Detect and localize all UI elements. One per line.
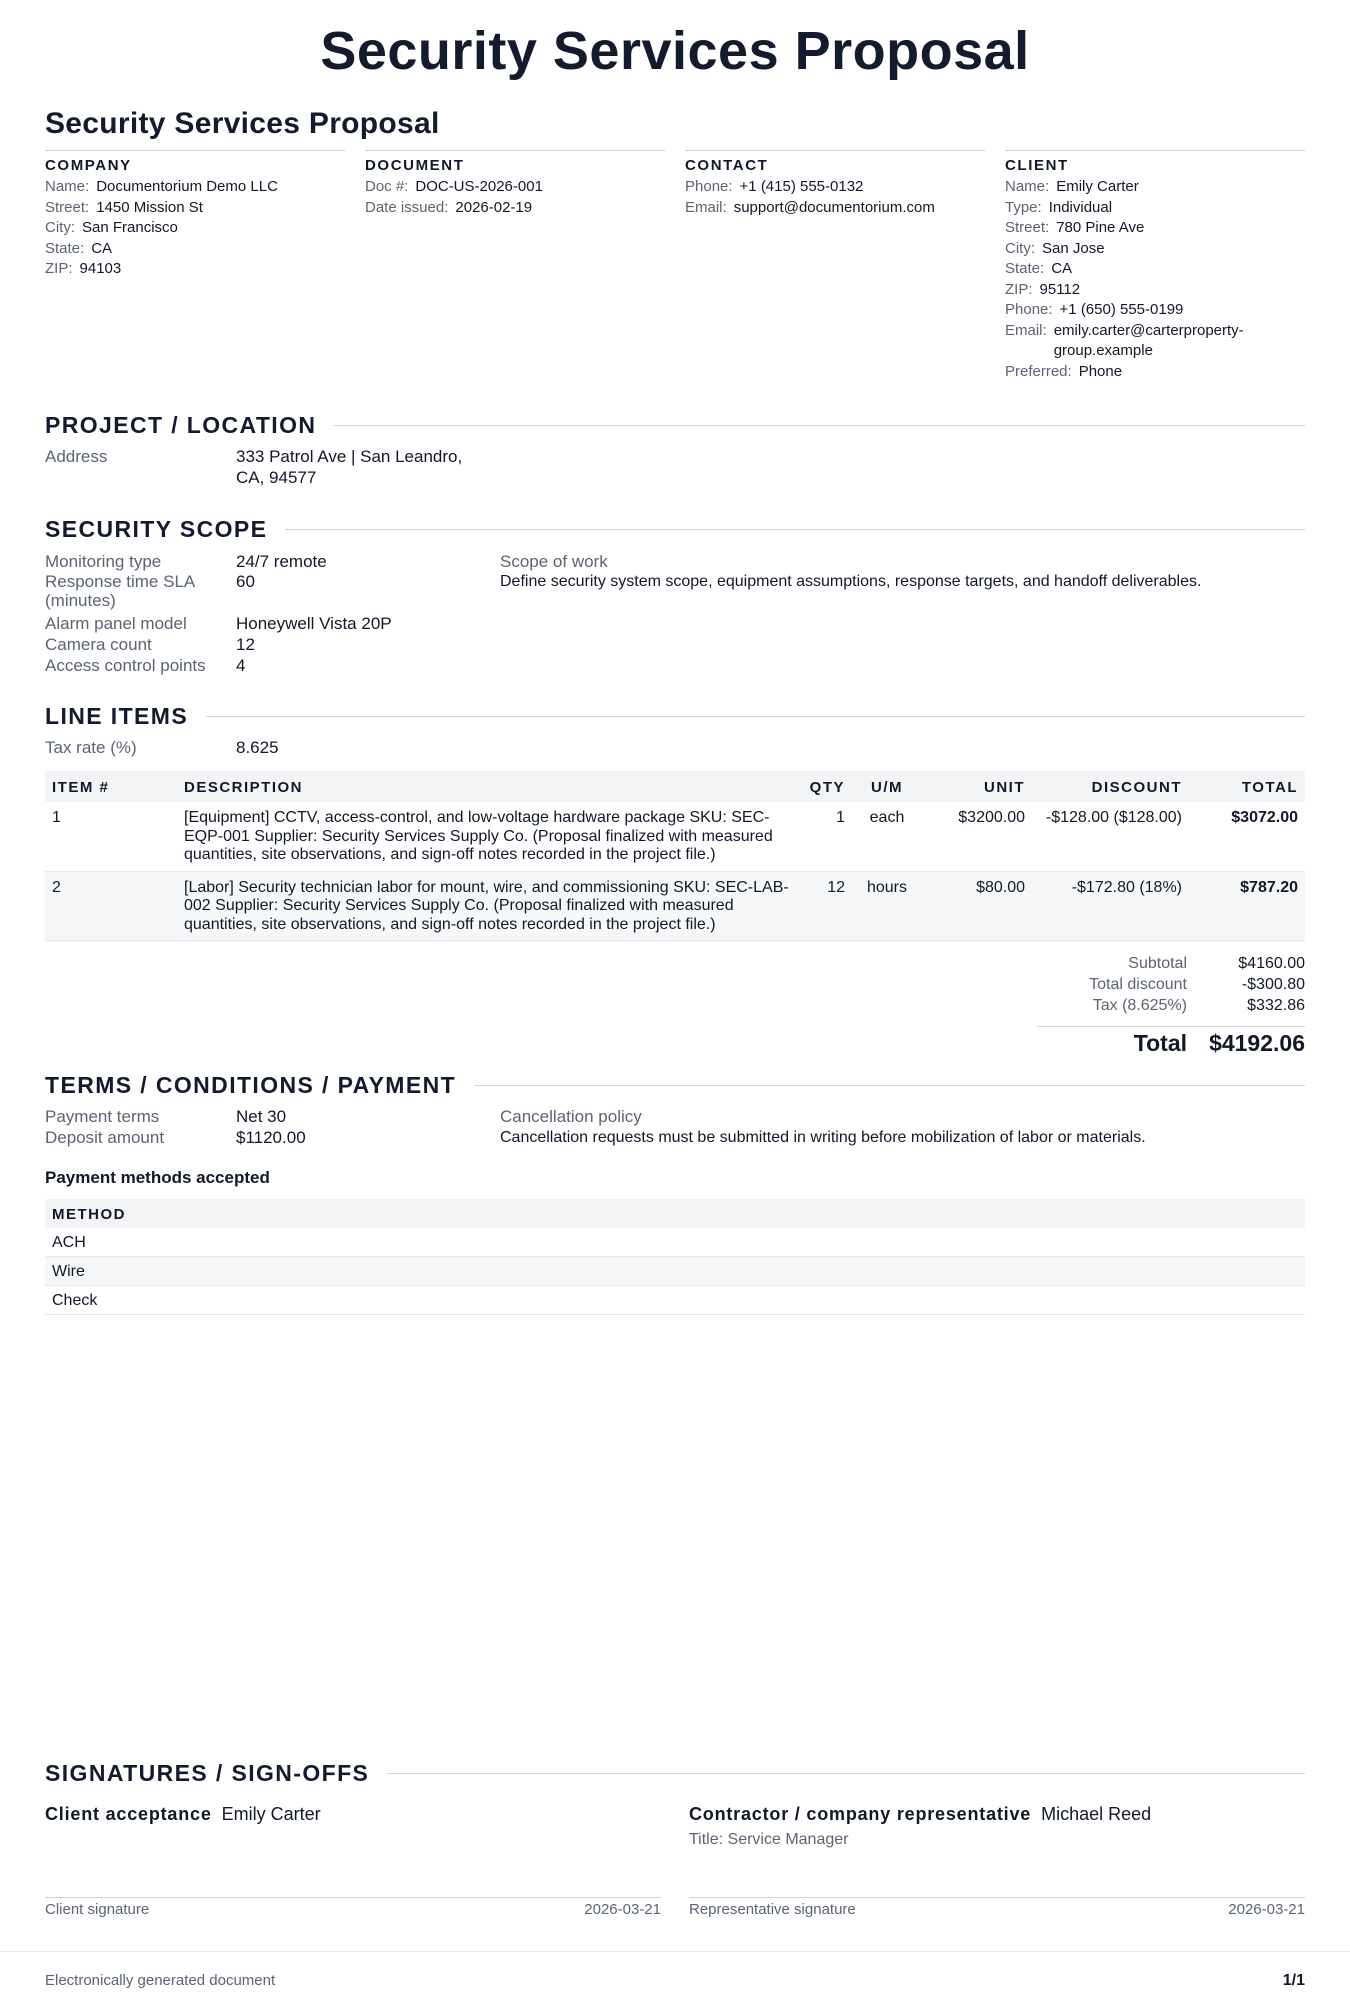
col-item: ITEM # bbox=[45, 771, 177, 802]
rep-signature-footer bbox=[689, 1901, 1305, 1918]
total-discount-row: Total discount -$300.80 bbox=[1089, 976, 1305, 993]
company-block bbox=[45, 150, 345, 382]
client-signature-label: Client signature bbox=[45, 1901, 150, 1918]
col-unit: UNIT bbox=[922, 771, 1032, 802]
deposit-value: $1120.00 bbox=[236, 1128, 306, 1147]
table-row bbox=[45, 1286, 1305, 1315]
page-footer bbox=[0, 1951, 1350, 1989]
alarm-panel-value: Honeywell Vista 20P bbox=[236, 614, 392, 633]
address-label: Address bbox=[45, 447, 108, 466]
table-header-row bbox=[45, 1199, 1305, 1228]
company-city: City: San Francisco bbox=[45, 219, 178, 236]
document-number: Doc #: DOC-US-2026-001 bbox=[365, 178, 543, 195]
rep-signature-block bbox=[689, 1804, 1305, 1918]
access-points-value: 4 bbox=[236, 656, 246, 675]
payment-methods-label: Payment methods accepted bbox=[45, 1168, 270, 1187]
monitoring-type-label: Monitoring type bbox=[45, 552, 162, 571]
col-description: DESCRIPTION bbox=[177, 771, 797, 802]
document-info-block bbox=[365, 150, 665, 382]
client-signature-footer bbox=[45, 1901, 661, 1918]
row-total: $3072.00 bbox=[1189, 802, 1305, 871]
row-unit: $80.00 bbox=[922, 871, 1032, 941]
contact-heading: CONTACT bbox=[685, 157, 769, 174]
client-phone: Phone: +1 (650) 555-0199 bbox=[1005, 301, 1184, 318]
col-qty: QTY bbox=[797, 771, 852, 802]
payment-method: Check bbox=[45, 1286, 1305, 1315]
client-zip: ZIP: 95112 bbox=[1005, 280, 1081, 298]
table-header-row bbox=[45, 771, 1305, 802]
section-divider bbox=[387, 1773, 1305, 1774]
col-discount: DISCOUNT bbox=[1032, 771, 1189, 802]
col-um: U/M bbox=[852, 771, 922, 802]
page-number: 1/1 bbox=[1282, 1972, 1305, 1989]
client-signer-name: Emily Carter bbox=[221, 1804, 321, 1824]
client-state: State: CA bbox=[1005, 260, 1073, 277]
camera-count-label: Camera count bbox=[45, 635, 152, 654]
col-method: METHOD bbox=[45, 1199, 1305, 1228]
document-body bbox=[45, 107, 1305, 1315]
client-preferred: Preferred: Phone bbox=[1005, 362, 1123, 380]
payment-terms-label: Payment terms bbox=[45, 1107, 160, 1126]
client-block bbox=[1005, 150, 1305, 382]
client-city: City: San Jose bbox=[1005, 239, 1105, 257]
row-discount: -$128.00 ($128.00) bbox=[1032, 802, 1189, 871]
signatures-section bbox=[45, 1760, 1305, 1918]
row-description: [Labor] Security technician labor for mount, wire, and commissioning SKU: SEC-LAB-002 Supplier: Security Services Supply Co. (Proposal finalized with measured quantities, site observations, and sign-off notes recorded in the project file.) bbox=[177, 871, 797, 941]
project-section-heading: PROJECT / LOCATION bbox=[45, 412, 1305, 439]
col-total: TOTAL bbox=[1189, 771, 1305, 802]
table-row bbox=[45, 1228, 1305, 1257]
company-name: Name: Documentorium Demo LLC bbox=[45, 178, 278, 195]
contact-email: Email: support@documentorium.com bbox=[685, 198, 935, 216]
payment-method: ACH bbox=[45, 1228, 1305, 1257]
section-divider bbox=[285, 529, 1305, 530]
client-email: Email: emily.carter@carterproperty-group.example bbox=[1005, 321, 1244, 359]
row-total: $787.20 bbox=[1189, 871, 1305, 941]
camera-count-value: 12 bbox=[236, 635, 255, 654]
rep-signature-line[interactable] bbox=[689, 1897, 1305, 1898]
row-qty: 1 bbox=[797, 802, 852, 871]
row-description: [Equipment] CCTV, access-control, and low-voltage hardware package SKU: SEC-EQP-001 Supplier: Security Services Supply Co. (Proposal finalized with measured quantities, site observations, and sign-off notes recorded in the project file.) bbox=[177, 802, 797, 871]
date-issued: Date issued: 2026-02-19 bbox=[365, 198, 533, 216]
client-heading: CLIENT bbox=[1005, 157, 1069, 174]
document-heading: DOCUMENT bbox=[365, 157, 465, 174]
company-state: State: CA bbox=[45, 239, 113, 257]
monitoring-type-value: 24/7 remote bbox=[236, 552, 327, 571]
row-item: 2 bbox=[45, 871, 177, 941]
rep-title: Title: Service Manager bbox=[689, 1831, 849, 1848]
response-sla-label: Response time SLA (minutes) bbox=[45, 572, 195, 610]
grand-total-row: Total $4192.06 bbox=[1037, 1026, 1305, 1054]
document-subtitle: Security Services Proposal bbox=[45, 107, 440, 140]
party-info bbox=[45, 150, 1305, 382]
section-divider bbox=[474, 1085, 1305, 1086]
signature-grid bbox=[45, 1804, 1305, 1918]
client-type: Type: Individual bbox=[1005, 198, 1113, 216]
rep-signature-date: 2026-03-21 bbox=[1228, 1901, 1305, 1918]
payment-method: Wire bbox=[45, 1257, 1305, 1286]
tax-rate-row bbox=[45, 737, 1305, 758]
row-unit: $3200.00 bbox=[922, 802, 1032, 871]
contact-phone: Phone: +1 (415) 555-0132 bbox=[685, 178, 864, 195]
tax-rate-value: 8.625 bbox=[236, 738, 279, 757]
row-um: each bbox=[852, 802, 922, 871]
terms-section-heading: TERMS / CONDITIONS / PAYMENT bbox=[45, 1072, 1305, 1099]
alarm-panel-label: Alarm panel model bbox=[45, 614, 187, 633]
scope-of-work-text: Define security system scope, equipment assumptions, response targets, and handoff deliverables. bbox=[500, 573, 1202, 590]
subtotal-row: Subtotal $4160.00 bbox=[1128, 955, 1305, 972]
footer-note: Electronically generated document bbox=[45, 1972, 276, 1989]
client-signature-line[interactable] bbox=[45, 1897, 661, 1898]
tax-rate-label: Tax rate (%) bbox=[45, 738, 137, 757]
table-row bbox=[45, 1257, 1305, 1286]
section-divider bbox=[334, 425, 1305, 426]
line-items-table bbox=[45, 771, 1305, 941]
company-street: Street: 1450 Mission St bbox=[45, 198, 203, 216]
row-discount: -$172.80 (18%) bbox=[1032, 871, 1189, 941]
scope-section-heading: SECURITY SCOPE bbox=[45, 516, 1305, 543]
line-items-section-heading: LINE ITEMS bbox=[45, 703, 1305, 730]
company-zip: ZIP: 94103 bbox=[45, 260, 122, 277]
client-name: Name: Emily Carter bbox=[1005, 178, 1139, 195]
signatures-section-heading: SIGNATURES / SIGN-OFFS bbox=[45, 1760, 1305, 1787]
company-heading: COMPANY bbox=[45, 157, 132, 174]
section-divider bbox=[206, 716, 1305, 717]
address-value: 333 Patrol Ave | San Leandro, CA, 94577 bbox=[236, 447, 463, 487]
scope-fields bbox=[45, 551, 1305, 676]
payment-terms-value: Net 30 bbox=[236, 1107, 287, 1126]
deposit-label: Deposit amount bbox=[45, 1128, 165, 1147]
payment-methods-table bbox=[45, 1199, 1305, 1315]
cancellation-text: Cancellation requests must be submitted in writing before mobilization of labor or materials. bbox=[500, 1129, 1146, 1146]
client-signature-block bbox=[45, 1804, 661, 1918]
table-row bbox=[45, 802, 1305, 871]
client-role: Client acceptance bbox=[45, 1804, 212, 1824]
project-fields bbox=[45, 446, 1305, 488]
scope-of-work-label: Scope of work bbox=[500, 552, 608, 571]
row-um: hours bbox=[852, 871, 922, 941]
row-qty: 12 bbox=[797, 871, 852, 941]
access-points-label: Access control points bbox=[45, 656, 206, 675]
terms-fields bbox=[45, 1106, 1305, 1148]
response-sla-value: 60 bbox=[236, 572, 255, 591]
tax-row: Tax (8.625%) $332.86 bbox=[1092, 997, 1305, 1014]
table-row bbox=[45, 871, 1305, 941]
totals-block bbox=[1037, 953, 1305, 1054]
contact-block bbox=[685, 150, 985, 382]
rep-role: Contractor / company representative bbox=[689, 1804, 1032, 1824]
rep-signature-label: Representative signature bbox=[689, 1901, 856, 1918]
document-title: Security Services Proposal bbox=[320, 21, 1030, 81]
client-street: Street: 780 Pine Ave bbox=[1005, 219, 1145, 236]
cancellation-label: Cancellation policy bbox=[500, 1107, 642, 1126]
rep-signer-name: Michael Reed bbox=[1041, 1804, 1152, 1824]
row-item: 1 bbox=[45, 802, 177, 871]
client-signature-date: 2026-03-21 bbox=[584, 1901, 661, 1918]
